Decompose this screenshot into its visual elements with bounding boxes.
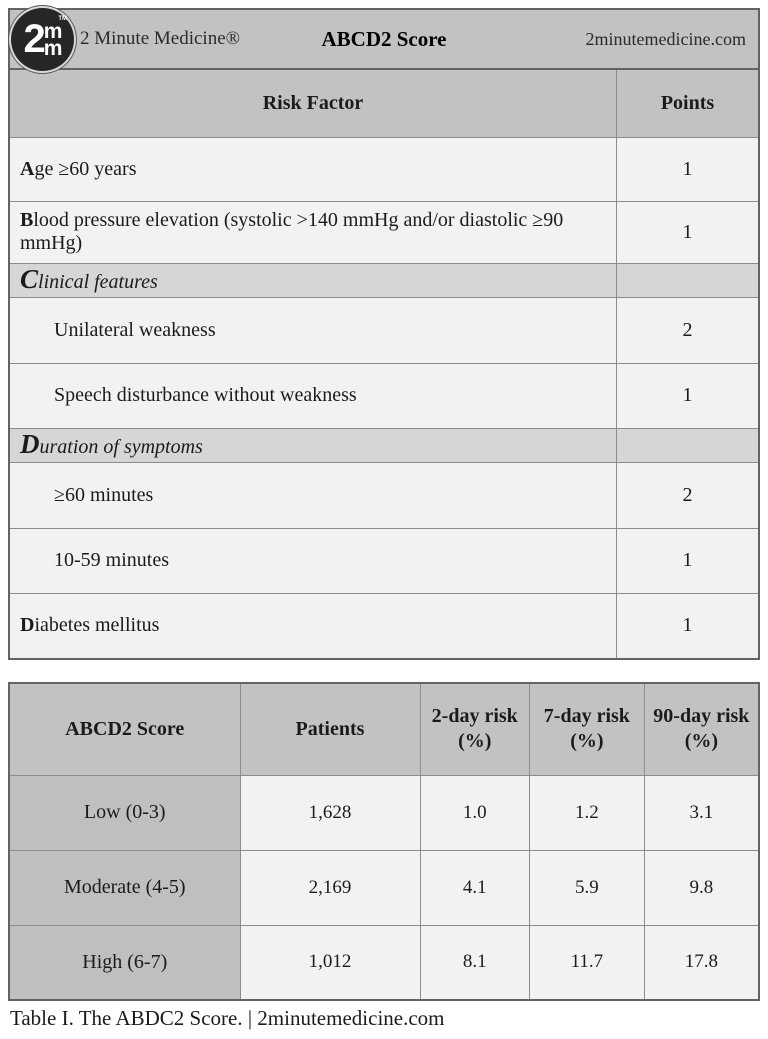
risk-factor-column-header: Risk Factor [9,69,617,137]
table-row-diabetes-mellitus [9,593,759,659]
table-row-unilateral-weakness [9,297,759,363]
90-day-risk-value: 3.1 [644,775,759,850]
table-caption: Table I. The ABDC2 Score. | 2minutemedicine.com [10,1006,445,1030]
row-label: ≥60 minutes [9,462,617,528]
points-column-header: Points [617,69,760,137]
7-day-risk-column-header: 7-day risk (%) [529,683,644,775]
points-value: 1 [617,137,760,201]
row-lead-letter: D [20,614,35,637]
patients-value: 2,169 [240,850,420,925]
table-row-60-minutes [9,462,759,528]
score-category: Moderate (4-5) [9,850,240,925]
90-day-risk-value: 9.8 [644,850,759,925]
points-value [617,263,760,297]
90-day-risk-column-header: 90-day risk (%) [644,683,759,775]
score-category: Low (0-3) [9,775,240,850]
table-row-low [9,775,759,850]
patients-value: 1,012 [240,925,420,1000]
row-label: Speech disturbance without weakness [9,363,617,428]
page-title: ABCD2 Score [321,26,447,51]
risk-factor-table [8,68,760,660]
section-lead-letter: C [20,264,39,294]
brand-name: 2 Minute Medicine® [80,28,241,49]
row-lead-letter: A [20,157,35,180]
section-row-duration-of-symptoms [9,428,759,462]
row-label: iabetes mellitus [34,614,160,637]
points-value: 1 [617,593,760,659]
logo-digit: 2 [23,17,44,61]
abcd2-score-column-header: ABCD2 Score [9,683,240,775]
table-row-high [9,925,759,1000]
7-day-risk-value: 11.7 [529,925,644,1000]
patients-column-header: Patients [240,683,420,775]
row-label: ge ≥60 years [34,157,137,180]
table-row-blood-pressure [9,201,759,263]
table-row-10-59-minutes [9,528,759,593]
2-day-risk-value: 4.1 [420,850,529,925]
table-row-speech-disturbance [9,363,759,428]
trademark-mark: TM [58,15,67,22]
section-label: linical features [38,271,158,293]
points-value: 1 [617,201,760,263]
points-value: 1 [617,363,760,428]
row-label: 10-59 minutes [9,528,617,593]
table-row-age [9,137,759,201]
row-label: lood pressure elevation (systolic >140 mmHg and/or diastolic ≥90 mmHg) [20,209,564,254]
site-url: 2minutemedicine.com [585,28,746,49]
patients-value: 1,628 [240,775,420,850]
90-day-risk-value: 17.8 [644,925,759,1000]
2-day-risk-value: 8.1 [420,925,529,1000]
table-row-moderate [9,850,759,925]
points-value: 1 [617,528,760,593]
logo-m-bottom: m [43,36,62,60]
header-bar [8,8,760,70]
section-row-clinical-features [9,263,759,297]
2-day-risk-column-header: 2-day risk (%) [420,683,529,775]
risk-stratification-table [8,682,760,1001]
row-label: Unilateral weakness [9,297,617,363]
points-value: 2 [617,297,760,363]
table-header-row [9,69,759,137]
points-value: 2 [617,462,760,528]
logo-m-top: m [43,20,62,44]
points-value [617,428,760,462]
row-lead-letter: B [20,209,34,231]
2-day-risk-value: 1.0 [420,775,529,850]
2mm-logo-icon [11,8,74,71]
7-day-risk-value: 5.9 [529,850,644,925]
7-day-risk-value: 1.2 [529,775,644,850]
section-label: uration of symptoms [39,436,203,458]
table-header-row [9,683,759,775]
score-category: High (6-7) [9,925,240,1000]
logo-m-stack [43,20,62,60]
section-lead-letter: D [20,429,40,459]
